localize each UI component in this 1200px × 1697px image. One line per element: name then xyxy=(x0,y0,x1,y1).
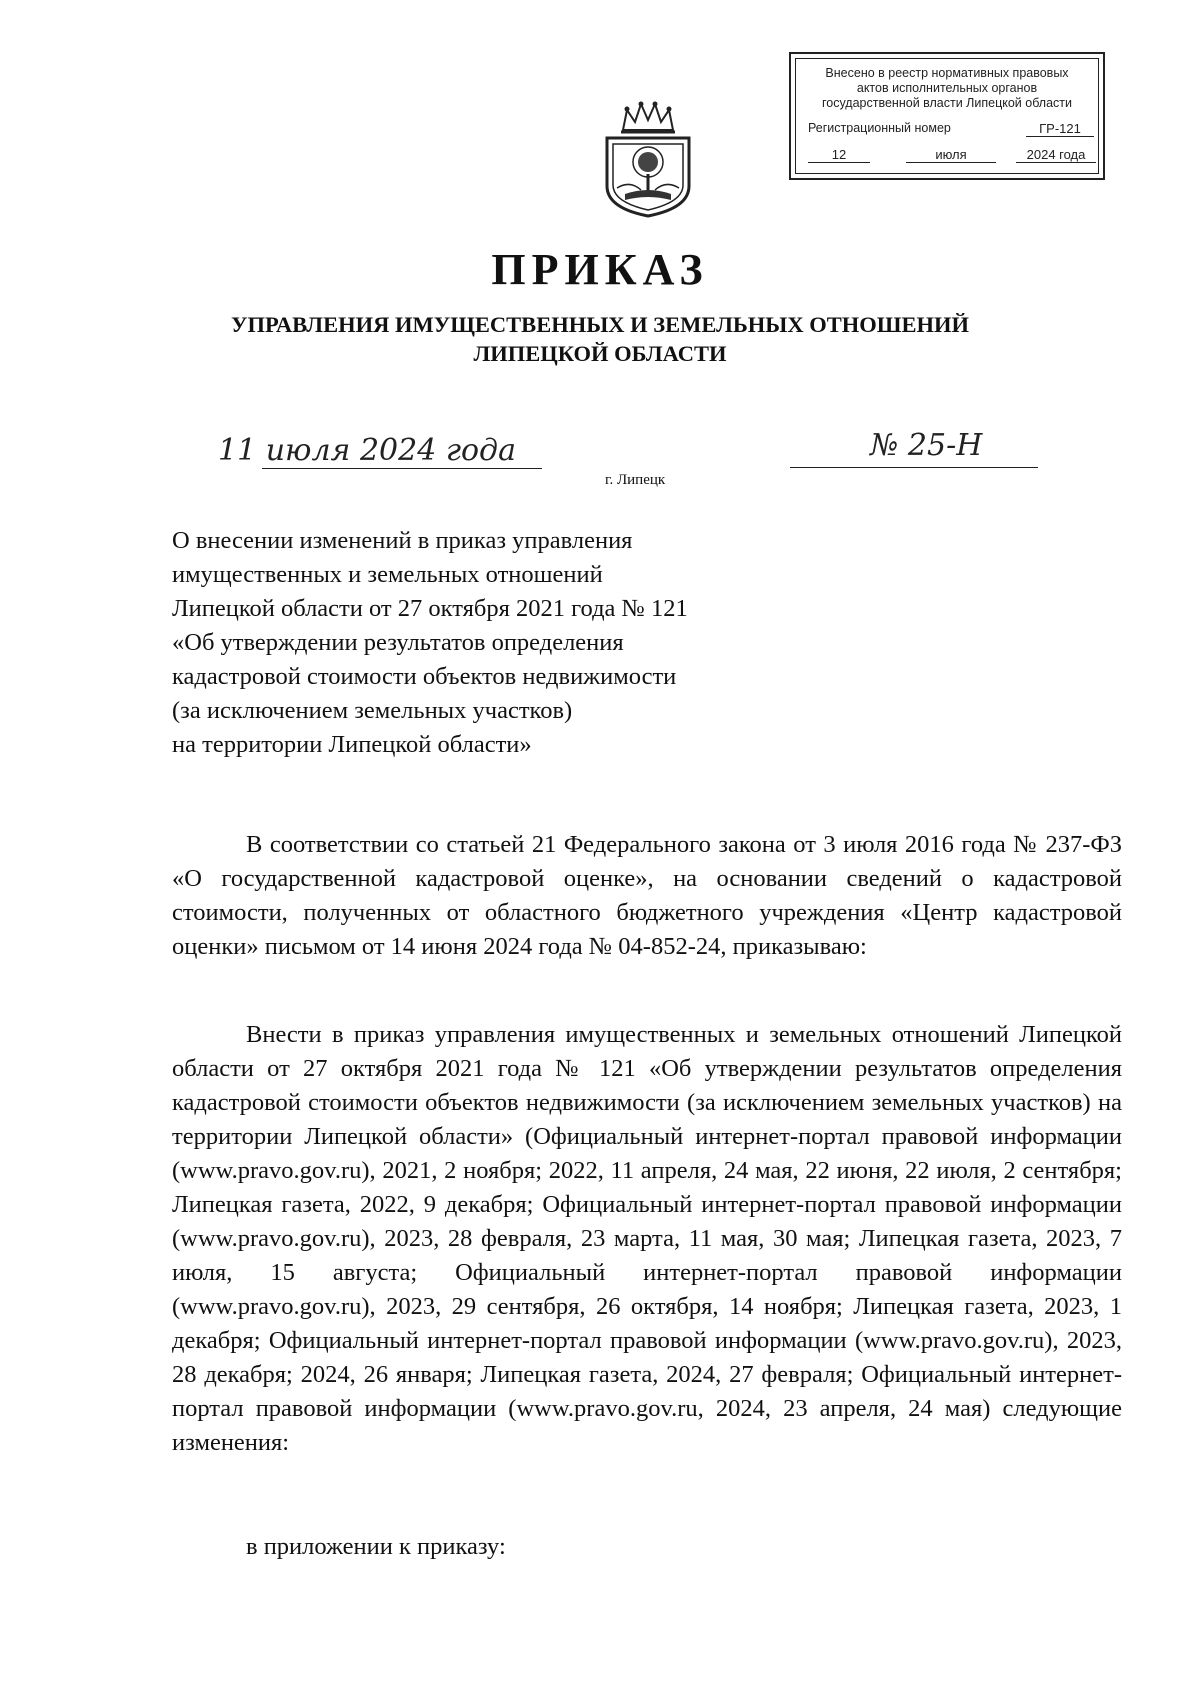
subject-line: на территории Липецкой области» xyxy=(172,731,532,758)
handwritten-date: 11 июля 2024 года xyxy=(218,433,516,468)
authority-line-2: ЛИПЕЦКОЙ ОБЛАСТИ xyxy=(473,341,727,366)
order-subject xyxy=(172,524,812,762)
subject-line: Липецкой области от 27 октября 2021 года № 121 xyxy=(172,595,688,622)
stamp-reg-number: ГР-121 xyxy=(1026,121,1094,137)
subject-line: имущественных и земельных отношений xyxy=(172,561,603,588)
stamp-day: 12 xyxy=(808,147,870,163)
stamp-line-1: Внесено в реестр нормативных правовых xyxy=(825,66,1069,80)
body-paragraph-2: Внести в приказ управления имущественных и земельных отношений Липецкой области от 27 октября 2021 года № 121 «Об утверждении результатов определения кадастровой стоимости объектов недвижимости (за исключением земельных участков) на территории Липецкой области» (Официальный интернет-портал правовой информации (www.pravo.gov.ru), 2021, 2 ноября; 2022, 11 апреля, 24 мая, 22 июня, 22 июля, 2 сентября; Липецкая газета, 2022, 9 декабря; Официальный интернет-портал правовой информации (www.pravo.gov.ru), 2023, 28 февраля, 23 марта, 11 мая, 30 мая; Липецкая газета, 2023, 7 июля, 15 августа; Официальный интернет-портал правовой информации (www.pravo.gov.ru), 2023, 29 сентября, 26 октября, 14 ноября; Липецкая газета, 2023, 1 декабря; Официальный интернет-портал правовой информации (www.pravo.gov.ru), 2023, 28 декабря; 2024, 26 января; Липецкая газета, 2024, 27 февраля; Официальный интернет-портал правовой информации (www.pravo.gov.ru, 2024, 23 апреля, 24 мая) следующие изменения: xyxy=(172,1021,1122,1456)
subject-line: «Об утверждении результатов определения xyxy=(172,629,624,656)
stamp-year: 2024 года xyxy=(1016,147,1096,163)
date-underline xyxy=(262,468,542,469)
number-underline xyxy=(790,467,1038,468)
handwritten-number: № 25-Н xyxy=(870,428,983,463)
coat-of-arms-icon xyxy=(595,100,701,220)
document-title: ПРИКАЗ xyxy=(491,245,709,294)
city-label: г. Липецк xyxy=(605,472,666,488)
registry-stamp xyxy=(789,52,1105,180)
stamp-line-3: государственной власти Липецкой области xyxy=(821,96,1073,110)
authority-line-1: УПРАВЛЕНИЯ ИМУЩЕСТВЕННЫХ И ЗЕМЕЛЬНЫХ ОТНОШЕНИЙ xyxy=(231,312,969,337)
subject-line: О внесении изменений в приказ управления xyxy=(172,527,633,554)
issuing-authority xyxy=(0,310,1200,368)
subject-line: кадастровой стоимости объектов недвижимости xyxy=(172,663,677,690)
stamp-month: июля xyxy=(906,147,996,163)
stamp-line-2: актов исполнительных органов xyxy=(856,81,1038,95)
stamp-reg-label: Регистрационный номер xyxy=(808,121,951,135)
registry-stamp-inner xyxy=(795,58,1099,174)
body-paragraph-1: В соответствии со статьей 21 Федерального закона от 3 июля 2016 года № 237-ФЗ «О государственной кадастровой оценке», на основании сведений о кадастровой стоимости, полученных от областного бюджетного учреждения «Центр кадастровой оценки» письмом от 14 июня 2024 года № 04-852-24, приказываю: xyxy=(172,831,1122,960)
subject-line: (за исключением земельных участков) xyxy=(172,697,573,724)
body-paragraph-3: в приложении к приказу: xyxy=(246,1533,506,1560)
